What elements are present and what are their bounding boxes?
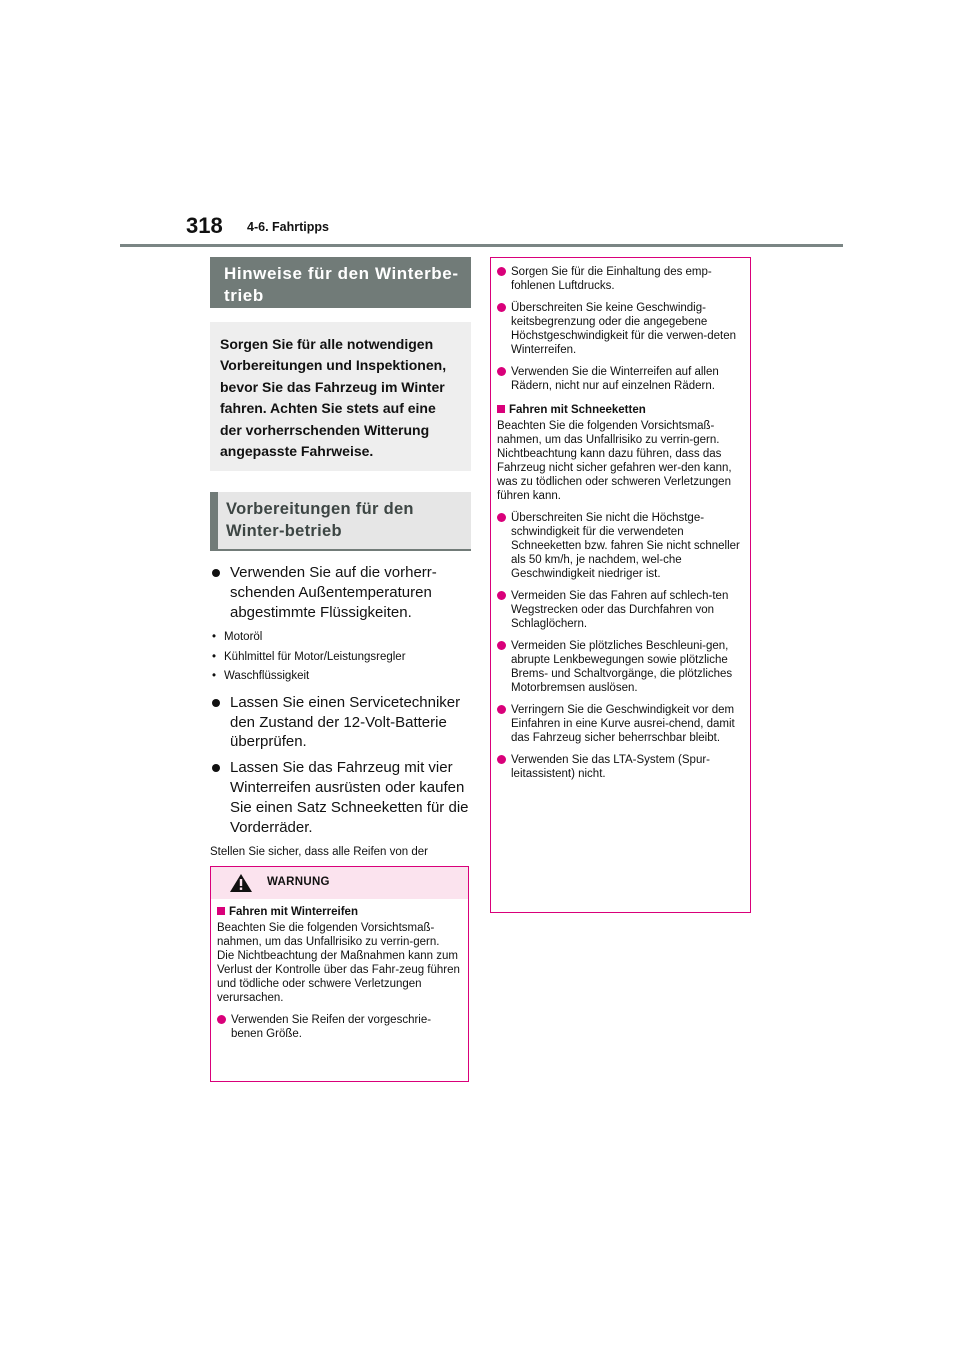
warning-item-text: Verwenden Sie das LTA-System (Spur-leitassistent) nicht.: [511, 754, 710, 780]
warning-heading-text: Fahren mit Winterreifen: [229, 906, 358, 918]
bullet-icon: [212, 764, 220, 772]
bullet-icon: [497, 267, 506, 276]
warning-item: [497, 589, 744, 631]
warning-continuation-box: [490, 257, 751, 913]
bullet-icon: [217, 1015, 226, 1024]
list-item: [210, 563, 471, 622]
list-item: [210, 758, 471, 837]
warning-triangle-icon: [229, 873, 253, 893]
list-item-text: Lassen Sie das Fahrzeug mit vier Winterreifen ausrüsten oder kaufen Sie einen Satz Schneeketten für die Vorderräder.: [230, 759, 469, 836]
preparation-list: [210, 563, 471, 622]
list-item-text: Kühlmittel für Motor/Leistungsregler: [224, 650, 406, 663]
fluid-list: [210, 628, 471, 687]
page-number: 318: [186, 213, 223, 238]
bullet-icon: [497, 303, 506, 312]
warning-text: Beachten Sie die folgenden Vorsichtsmaß-nahmen, um das Unfallrisiko zu verrin-gern. Nichtbeachtung kann dazu führen, dass das Fahrzeug nicht sicher gefahren wer-den kann, was zu tödlichen oder schweren Verletzungen führen kann.: [497, 420, 732, 502]
warning-item: [497, 703, 744, 745]
warning-item: [497, 511, 744, 581]
warning-box: [210, 866, 469, 1082]
warning-item: [497, 365, 744, 393]
warning-item-text: Vermeiden Sie plötzliches Beschleuni-gen, abrupte Lenkbewegungen sowie plötzliche Brems- und Schaltvorgänge, die plötzliches Motorbremsen auslösen.: [511, 640, 733, 694]
warning-item: [497, 639, 744, 695]
list-item: [210, 648, 471, 668]
warning-item-text: Verwenden Sie die Winterreifen auf allen Rädern, nicht nur auf einzelnen Rädern.: [511, 366, 719, 392]
section-heading: Hinweise für den Winterbe-trieb: [210, 257, 471, 308]
warning-heading: [217, 905, 462, 919]
note-text: Stellen Sie sicher, dass alle Reifen von der: [210, 846, 428, 859]
bullet-icon: [497, 367, 506, 376]
bullet-icon: [212, 569, 220, 577]
bullet-icon: •: [212, 650, 217, 663]
bullet-icon: [497, 755, 506, 764]
warning-title: WARNUNG: [267, 876, 330, 888]
list-item: [210, 667, 471, 687]
list-item-text: Verwenden Sie auf die vorherr-schenden Außentemperaturen abgestimmte Flüssigkeiten.: [230, 564, 437, 621]
warning-text: Beachten Sie die folgenden Vorsichtsmaß-nahmen, um das Unfallrisiko zu verrin-gern. Die Nichtbeachtung der Maßnahmen kann zum Verlust der Kontrolle über das Fahr-zeug führen und tödliche oder schwere Verletzungen verursachen.: [217, 922, 460, 1004]
warning-item: [497, 753, 744, 781]
list-item: [210, 693, 471, 752]
warning-item: [497, 301, 744, 357]
warning-item: [497, 265, 744, 293]
bullet-icon: [497, 705, 506, 714]
bullet-icon: •: [212, 670, 217, 683]
bullet-icon: [212, 699, 220, 707]
list-item-text: Motoröl: [224, 631, 263, 644]
bullet-icon: [497, 513, 506, 522]
square-bullet-icon: [217, 907, 225, 915]
warning-body: [211, 899, 468, 1041]
bullet-icon: [497, 591, 506, 600]
header-rule: [120, 244, 843, 247]
section-label: 4-6. Fahrtipps: [247, 220, 329, 234]
bullet-icon: •: [212, 631, 217, 644]
intro-box: Sorgen Sie für alle notwendigen Vorbereitungen und Inspektionen, bevor Sie das Fahrzeug im Winter fahren. Achten Sie stets auf eine der vorherrschenden Witterung angepasste Fahrweise.: [210, 322, 471, 471]
warning-item-text: Verringern Sie die Geschwindigkeit vor dem Einfahren in eine Kurve ausrei-chend, damit das Fahrzeug sicher beherrschbar bleibt.: [511, 704, 735, 744]
warning-item-text: Überschreiten Sie keine Geschwindig-keitsbegrenzung oder die angegebene Höchstgeschwindigkeit für die verwen-deten Winterreifen.: [511, 302, 737, 356]
warning-item-text: Sorgen Sie für die Einhaltung des emp-fohlenen Luftdrucks.: [511, 266, 712, 292]
warning-heading-text: Fahren mit Schneeketten: [509, 404, 646, 416]
list-item-text: Waschflüssigkeit: [224, 670, 310, 683]
bullet-icon: [497, 641, 506, 650]
preparation-list-continued: [210, 693, 471, 838]
square-bullet-icon: [497, 405, 505, 413]
list-item: [210, 628, 471, 648]
warning-item: [217, 1013, 462, 1041]
left-column: [210, 257, 471, 903]
list-item-text: Lassen Sie einen Servicetechniker den Zustand der 12-Volt-Batterie überprüfen.: [230, 693, 461, 751]
warning-item-text: Verwenden Sie Reifen der vorgeschrie-benen Größe.: [231, 1014, 432, 1040]
warning-heading: [497, 403, 744, 417]
subheading: Vorbereitungen für den Winter-betrieb: [210, 492, 471, 551]
warning-header: [211, 867, 468, 899]
warning-item-text: Vermeiden Sie das Fahren auf schlech-ten Wegstrecken oder das Durchfahren von Schlaglöchern.: [511, 590, 729, 630]
warning-item-text: Überschreiten Sie nicht die Höchstge-schwindigkeit für die verwendeten Schneeketten bzw. fahren Sie nicht schneller als 50 km/h, je nachdem, wel-che Geschwindigkeit niedriger ist.: [511, 512, 740, 580]
